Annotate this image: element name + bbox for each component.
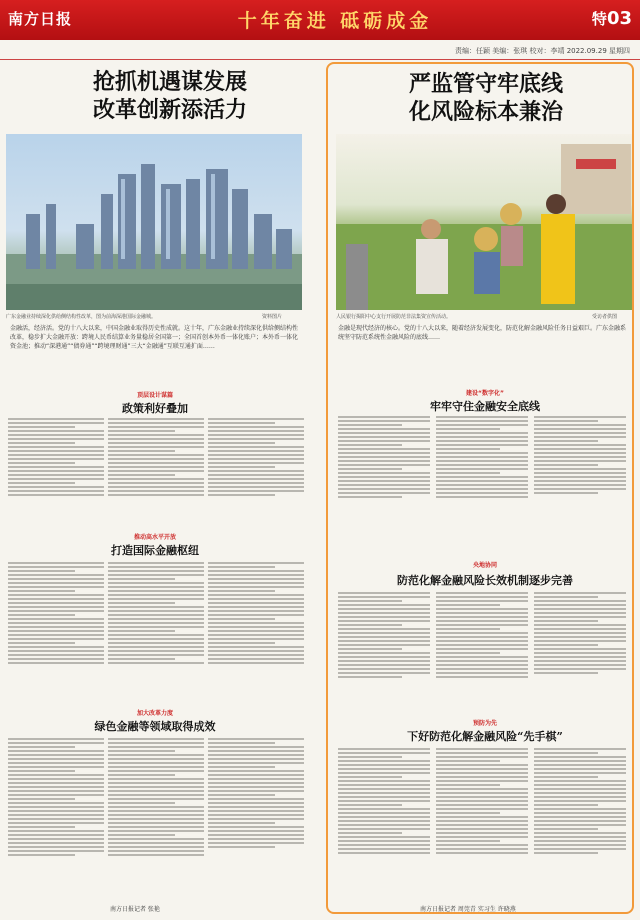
left-body-block-9 [208, 736, 304, 898]
right-photo-caption: 人民银行揭阳中心支行开展防范非法集资宣传活动。 [336, 314, 452, 320]
page-label: 特03 [591, 8, 632, 29]
right-photo-credit: 受访者供图 [592, 314, 618, 320]
newspaper-logo: 南方日报 [8, 10, 73, 28]
right-headline: 严监管守牢底线 化风险标本兼治 [408, 71, 563, 125]
left-photo-credit: 资料图片 [262, 314, 283, 320]
right-kicker-3: 预防为先 [472, 720, 497, 727]
left-photo-skyline [6, 134, 302, 310]
right-body-block-9 [534, 746, 626, 896]
right-kicker-2: 央地协同 [472, 562, 497, 569]
left-body-block-4 [8, 560, 104, 700]
left-section-title-1: 政策利好叠加 [122, 402, 188, 415]
left-body-block-1 [8, 416, 104, 526]
page-number: 03 [606, 8, 632, 29]
right-body-block-2 [436, 414, 528, 530]
left-body-block-3 [208, 416, 304, 526]
left-byline: 南方日报记者 张艳 [110, 906, 160, 913]
left-body-block-2 [108, 416, 204, 526]
left-headline: 抢抓机遇谋发展 改革创新添活力 [92, 69, 247, 123]
field-illustration [336, 134, 632, 310]
right-body-block-8 [436, 746, 528, 896]
right-body-block-3 [534, 414, 626, 530]
section-banner: 十年奋进 砥砺成金 [237, 10, 433, 32]
right-body-block-4 [338, 590, 430, 710]
left-kicker-2: 推动高水平开放 [133, 534, 176, 541]
right-byline: 南方日报记者 周莞青 实习生 许晓燕 [420, 906, 516, 913]
right-section-title-3: 下好防范化解金融风险“先手棋” [407, 730, 563, 743]
right-kicker-1: 建设“数字化” [466, 390, 504, 397]
left-body-block-5 [108, 560, 204, 700]
right-body-block-1 [338, 414, 430, 530]
left-photo-caption: 广东金融业持续深化供给侧结构性改革，图为前海深港国际金融城。 [6, 314, 157, 320]
left-lead: 金融活，经济活。党的十八大以来，中国金融业取得历史性成就。这十年，广东金融业持续深化供给侧结构性改革，稳步扩大金融开放：跨境人民币结算业务量稳居全国第一；全国首创本外币一体化账户；本外币一体化资金池；推动“深港通”“债券通”“跨境理财通”三大“金融通”互联互通扩面…… [10, 325, 299, 350]
left-body-block-7 [8, 736, 104, 898]
left-kicker-3: 加大改革力度 [136, 710, 173, 717]
right-section-title-2: 防范化解金融风险长效机制逐步完善 [397, 574, 573, 587]
masthead [0, 0, 640, 40]
left-kicker-1: 顶层设计谋篇 [136, 392, 173, 399]
left-section-title-2: 打造国际金融枢纽 [111, 544, 199, 557]
right-photo-field [336, 134, 632, 310]
right-section-title-1: 牢牢守住金融安全底线 [430, 400, 540, 413]
skyline-illustration [6, 134, 302, 310]
right-body-block-6 [534, 590, 626, 710]
meta-strip [0, 40, 640, 60]
left-body-block-6 [208, 560, 304, 700]
editor-line: 责编：任颖 美编：张琪 校对：李靖 2022.09.29 星期四 [455, 47, 630, 55]
left-body-block-8 [108, 736, 204, 898]
right-lead: 金融是现代经济的核心。党的十八大以来，随着经济发展变化，防范化解金融风险任务日益艰巨。广东金融系统坚守防范系统性金融风险的底线…… [338, 325, 627, 341]
right-body-block-5 [436, 590, 528, 710]
right-body-block-7 [338, 746, 430, 896]
left-section-title-3: 绿色金融等领域取得成效 [94, 720, 216, 733]
